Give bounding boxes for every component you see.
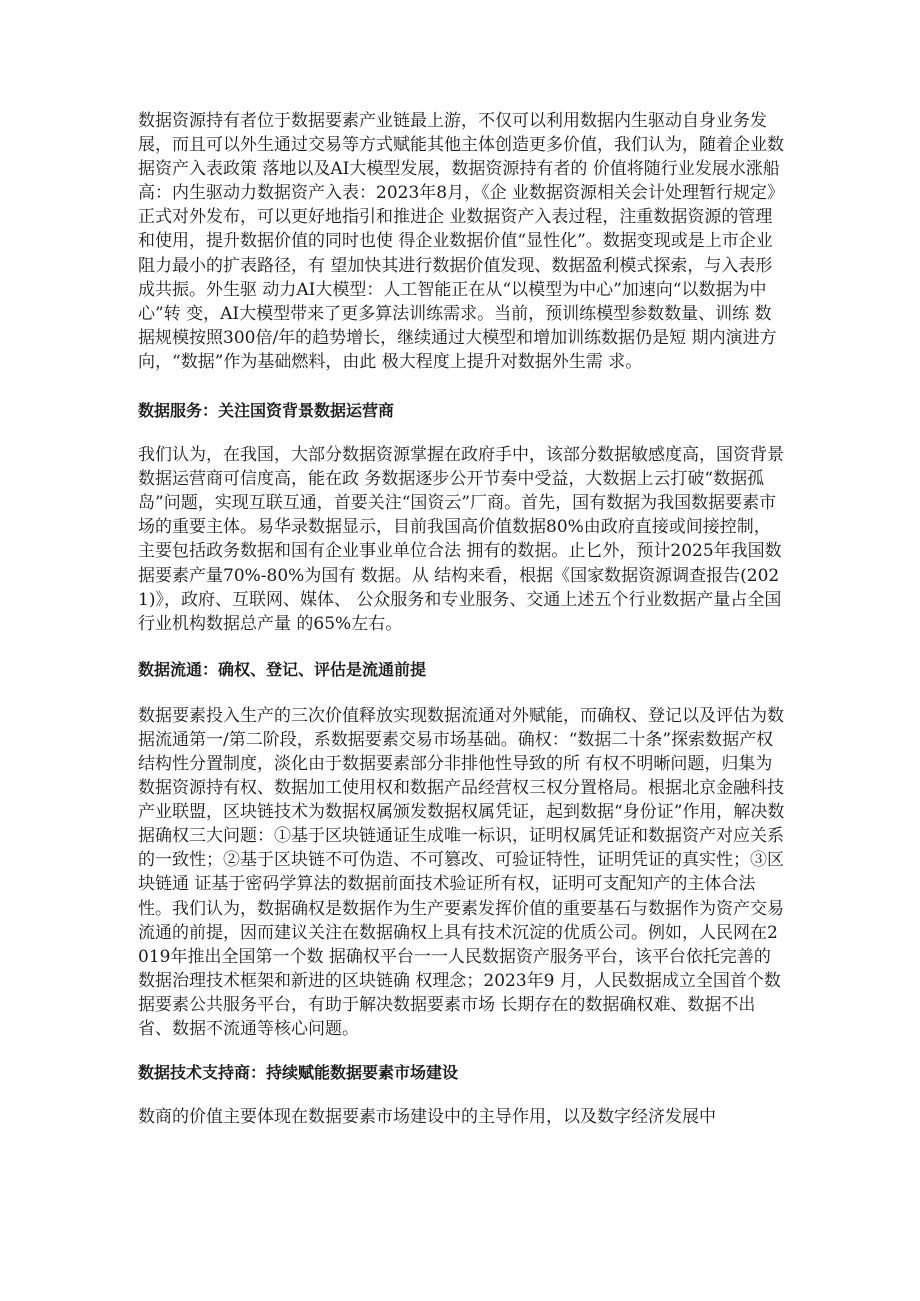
section-heading-data-technology-providers: 数据技术支持商：持续赋能数据要素市场建设 — [138, 1063, 459, 1083]
paragraph-data-rights-confirmation: 数据要素投入生产的三次价值释放实现数据流通对外赋能，而确权、登记以及评估为数据流通第一/第二阶段，系数据要素交易市场基础。确权：“数据二十条”探索数据产权结构性分置制度，淡化由于数据要素部分非排他性导致的所 有权不明晰问题，归集为数据资源持有权、数据加工使用权和数据产品经营权三权分置格局。根据北京金融科技产业联盟，区块链技术为数据权属颁发数据权属凭证，起到数据“身份证”作用，解决数据确权三大问题：①基于区块链通证生成唯一标识，证明权属凭证和数据资产对应关系的一致性；②基于区块链不可伪造、不可篡改、可验证特性，证明凭证的真实性；③区块链通 证基于密码学算法的数据前面技术验证所有权，证明可支配知产的主体合法性。我们认为，数据确权是数据作为生产要素发挥价值的重要基石与数据作为资产交易流通的前提，因而建议关注在数据确权上具有技术沉淀的优质公司。例如，人民网在2019年推出全国第一个数 据确权平台一一人民数据资产服务平台，该平台依托完善的数据治理技术框架和新进的区块链确 权理念；2023年9 月，人民数据成立全国首个数据要素公共服务平台，有助于解决数据要素市场 长期存在的数据确权难、数据不出省、数据不流通等核心问题。 — [138, 705, 785, 1039]
section-heading-data-services: 数据服务：关注国资背景数据运营商 — [138, 401, 395, 421]
paragraph-data-resource-holders: 数据资源持有者位于数据要素产业链最上游，不仅可以利用数据内生驱动自身业务发展，而且可以外生通过交易等方式赋能其他主体创造更多价值，我们认为，随着企业数据资产入表政策 落地以及AI大模型发展，数据资源持有者的 价值将随行业发展水涨船高：内生驱动力数据资产入表：2023年8月，《企 业数据资源相关会计处理暂行规定》正式对外发布，可以更好地指引和推进企 业数据资产入表过程，注重数据资源的管理和使用，提升数据价值的同时也使 得企业数据价值“显性化”。数据变现或是上市企业阻力最小的扩表路径，有 望加快其进行数据价值发现、数据盈利模式探索，与入表形成共振。外生驱 动力AI大模型：人工智能正在从“以模型为中心”加速向“以数据为中心”转 变，AI大模型带来了更多算法训练需求。当前，预训练模型参数数量、训练 数据规模按照300倍/年的趋势增长，继续通过大模型和增加训练数据仍是短 期内演进方向，“数据”作为基础燃料，由此 极大程度上提升对数据外生需 求。 — [138, 111, 784, 372]
paragraph-data-merchants-value: 数商的价值主要体现在数据要素市场建设中的主导作用，以及数字经济发展中 — [138, 1107, 716, 1128]
section-heading-data-circulation: 数据流通：确权、登记、评估是流通前提 — [138, 659, 427, 679]
paragraph-state-owned-data-operators: 我们认为，在我国，大部分数据资源掌握在政府手中，该部分数据敏感度高，国资背景数据运营商可信度高，能在政 务数据逐步公开节奏中受益，大数据上云打破“数据孤岛”问题，实现互联互通，首要关注“国资云”厂商。首先，国有数据为我国数据要素市场的重要主体。易华录数据显示，目前我国高价值数据80%由政府直接或间接控制，主要包括政务数据和国有企业事业单位合法 拥有的数据。止匕外，预计2025年我国数据要素产量70%-80%为国有 数据。从 结构来看，根据《国家数据资源调查报告(2021)》，政府、互联网、媒体、 公众服务和专业服务、交通上述五个行业数据产量占全国行业机构数据总产量 的65%左右。 — [138, 445, 784, 634]
document-page — [138, 109, 786, 1129]
